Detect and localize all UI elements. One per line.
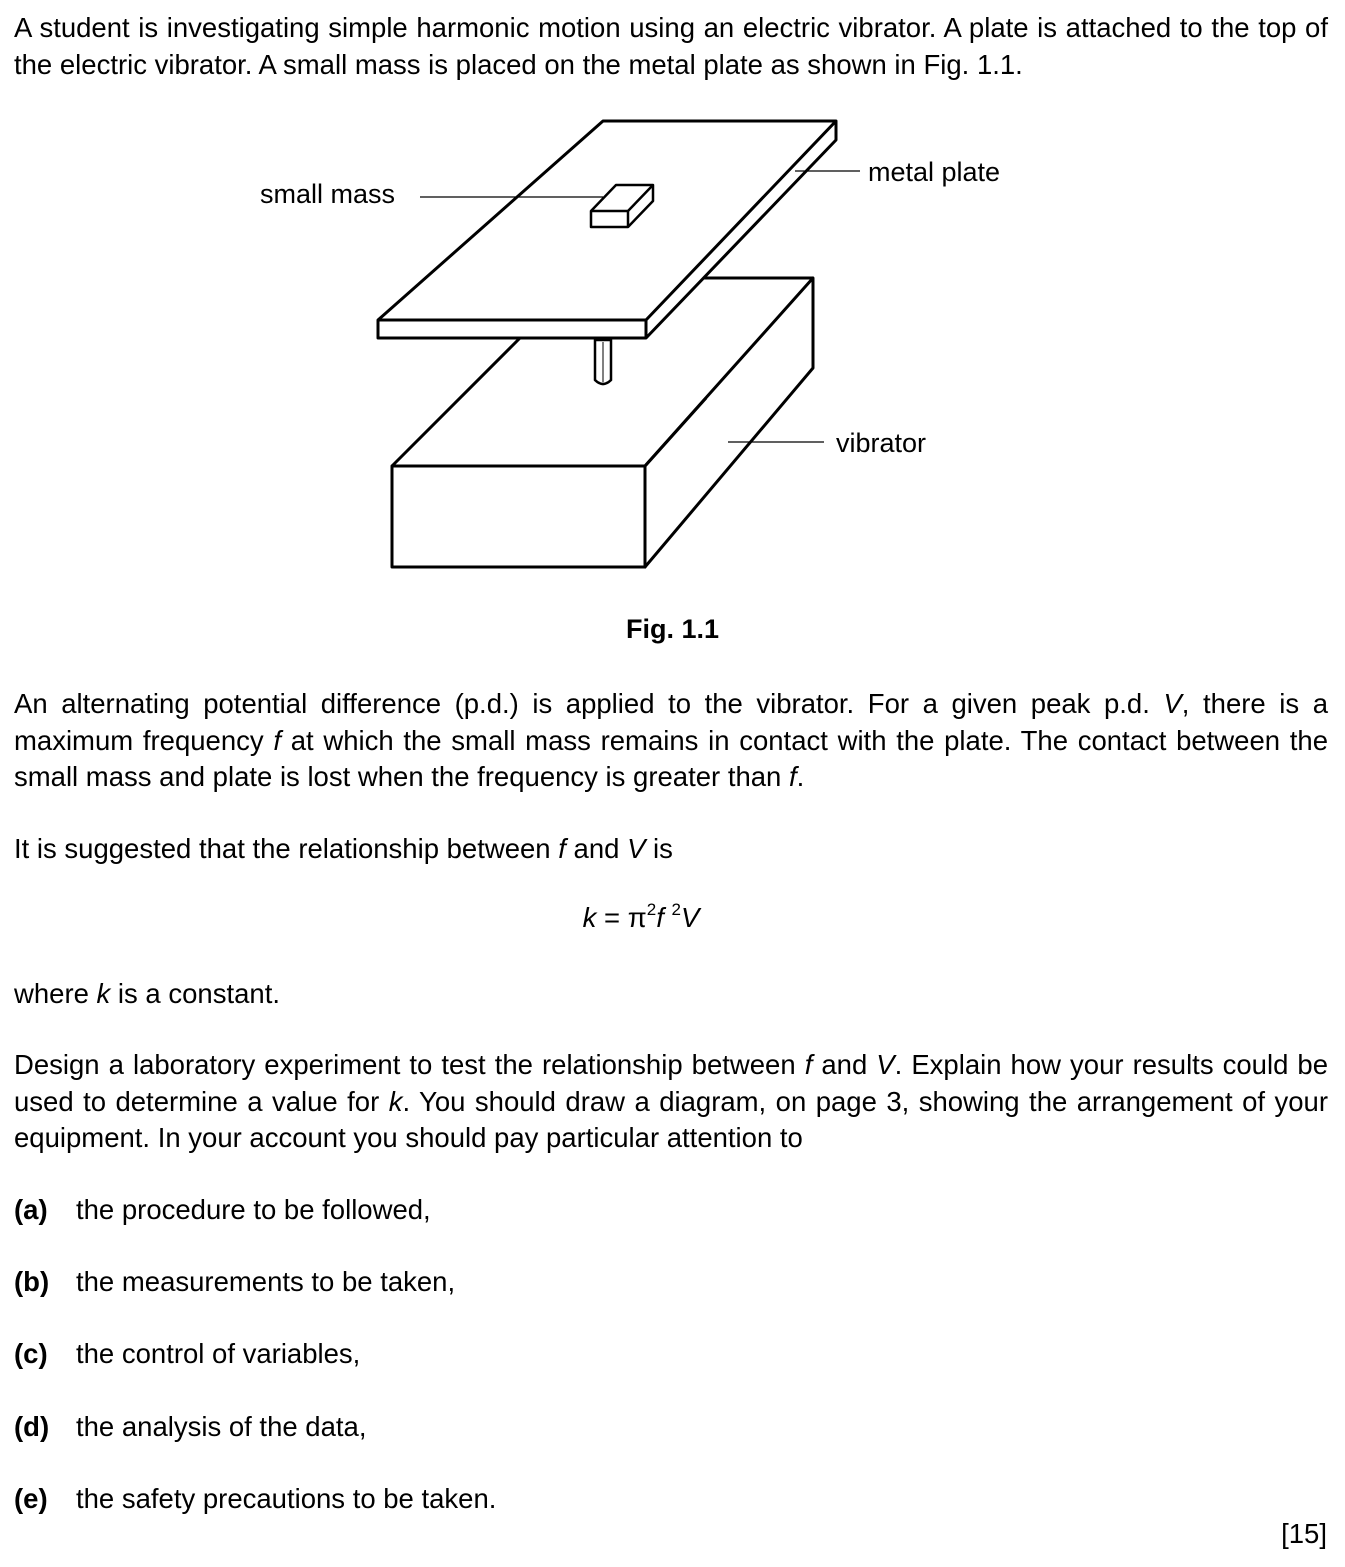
figure-1-1	[0, 100, 1345, 600]
equation: $k = \pi^2f$ $^2$V	[582, 900, 700, 933]
vibrator-diagram	[0, 100, 1345, 600]
list-item: (b) the measurements to be taken,	[14, 1266, 456, 1297]
list-item: (d) the analysis of the data,	[14, 1411, 367, 1442]
list-item: (e) the safety precautions to be taken.	[14, 1483, 497, 1514]
list-item: (a) the procedure to be followed,	[14, 1194, 431, 1225]
list-item: (c) the control of variables,	[14, 1338, 361, 1369]
intro-paragraph: A student is investigating simple harmonic motion using an electric vibrator. A plate is attached to the top of the electric vibrator. A small mass is placed on the metal plate as shown in Fig. 1.1.	[14, 12, 1328, 80]
paragraph-suggested-relationship: It is suggested that the relationship between f and V is	[14, 833, 673, 864]
small-mass-label: small mass	[260, 179, 396, 209]
paragraph-constant: where k is a constant.	[14, 978, 280, 1009]
paragraph-alternating-pd: An alternating potential difference (p.d.) is applied to the vibrator. For a given peak p.d. V, there is a maximum frequency f at which the small mass remains in contact with the plate. The contact between the small mass and plate is lost when the frequency is greater than f.	[14, 688, 1328, 792]
vibrator-label: vibrator	[836, 428, 927, 458]
vibrator-rod	[595, 340, 611, 384]
metal-plate-shape	[378, 121, 836, 338]
metal-plate-label: metal plate	[868, 157, 1001, 187]
figure-caption: Fig. 1.1	[625, 614, 720, 644]
paragraph-design-task: Design a laboratory experiment to test the relationship between f and V. Explain how your results could be used to determine a value for k. You should draw a diagram, on page 3, showing the arrangement of your equipment. In your account you should pay particular attention to	[14, 1049, 1328, 1153]
marks-total: [15]	[1281, 1518, 1327, 1549]
